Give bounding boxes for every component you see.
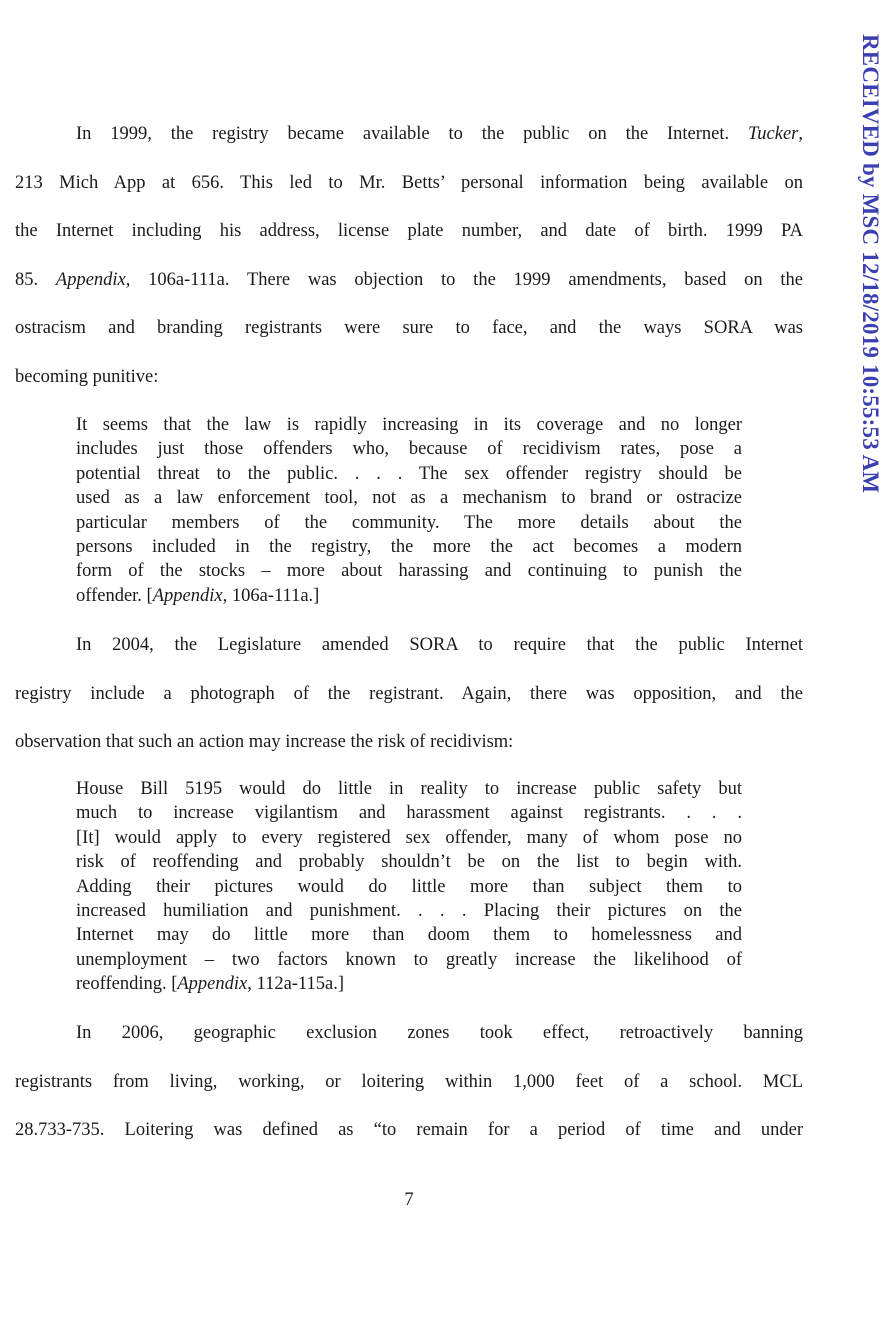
paragraph-3	[15, 1009, 803, 1155]
text-line: 28.733-735. Loitering was defined as “to remain for a period of time and under	[15, 1120, 803, 1141]
quote-line: It seems that the law is rapidly increasing in its coverage and no longer	[76, 415, 742, 435]
text-line: 85. Appendix, 106a-111a. There was objection to the 1999 amendments, based on the	[15, 269, 804, 290]
text-line: registry include a photograph of the registrant. Again, there was opposition, and the	[15, 683, 803, 704]
quote-line: [It] would apply to every registered sex offender, many of whom pose no	[76, 827, 742, 848]
text-line: becoming punitive:	[15, 366, 159, 387]
text-line: registrants from living, working, or loitering within 1,000 feet of a school. MCL	[15, 1071, 803, 1092]
quote-line: much to increase vigilantism and harassment against registrants. . . .	[76, 803, 742, 824]
text-line: In 1999, the registry became available to the public on the Internet. Tucker,	[76, 124, 803, 144]
quote-line: persons included in the registry, the more the act becomes a modern	[76, 536, 742, 557]
quote-line: risk of reoffending and probably shouldn’t be on the list to begin with.	[76, 852, 742, 873]
quote-line: particular members of the community. The more details about the	[76, 512, 742, 533]
quote-line: House Bill 5195 would do little in reality to increase public safety but	[76, 779, 742, 799]
quote-line: potential threat to the public. . . . The sex offender registry should be	[76, 463, 742, 484]
quote-line: includes just those offenders who, because of recidivism rates, pose a	[76, 439, 742, 460]
block-quote-2	[76, 777, 742, 997]
text-line: observation that such an action may increase the risk of recidivism:	[15, 732, 514, 753]
block-quote-1	[76, 413, 742, 608]
paragraph-1	[15, 110, 803, 402]
quote-line: form of the stocks – more about harassing and continuing to punish the	[76, 561, 742, 582]
text-line: In 2006, geographic exclusion zones took effect, retroactively banning	[76, 1023, 803, 1043]
quote-line: unemployment – two factors known to greatly increase the likelihood of	[76, 949, 742, 970]
quote-line: Adding their pictures would do little more than subject them to	[76, 876, 742, 897]
text-line: 213 Mich App at 656. This led to Mr. Betts’ personal information being available on	[15, 172, 803, 193]
text-line: the Internet including his address, license plate number, and date of birth. 1999 PA	[15, 221, 803, 242]
paragraph-2	[15, 621, 803, 767]
text-line: In 2004, the Legislature amended SORA to require that the public Internet	[76, 635, 803, 655]
text-line: ostracism and branding registrants were sure to face, and the ways SORA was	[15, 318, 803, 339]
quote-line: offender. [Appendix, 106a-111a.]	[76, 585, 320, 606]
quote-line: Internet may do little more than doom them to homelessness and	[76, 925, 742, 946]
page-number: 7	[404, 1190, 414, 1210]
quote-line: increased humiliation and punishment. . . . Placing their pictures on the	[76, 900, 742, 921]
quote-line: used as a law enforcement tool, not as a mechanism to brand or ostracize	[76, 488, 742, 509]
received-stamp: RECEIVED by MSC 12/18/2019 10:55:53 AM	[858, 34, 883, 494]
quote-line: reoffending. [Appendix, 112a-115a.]	[76, 974, 344, 995]
